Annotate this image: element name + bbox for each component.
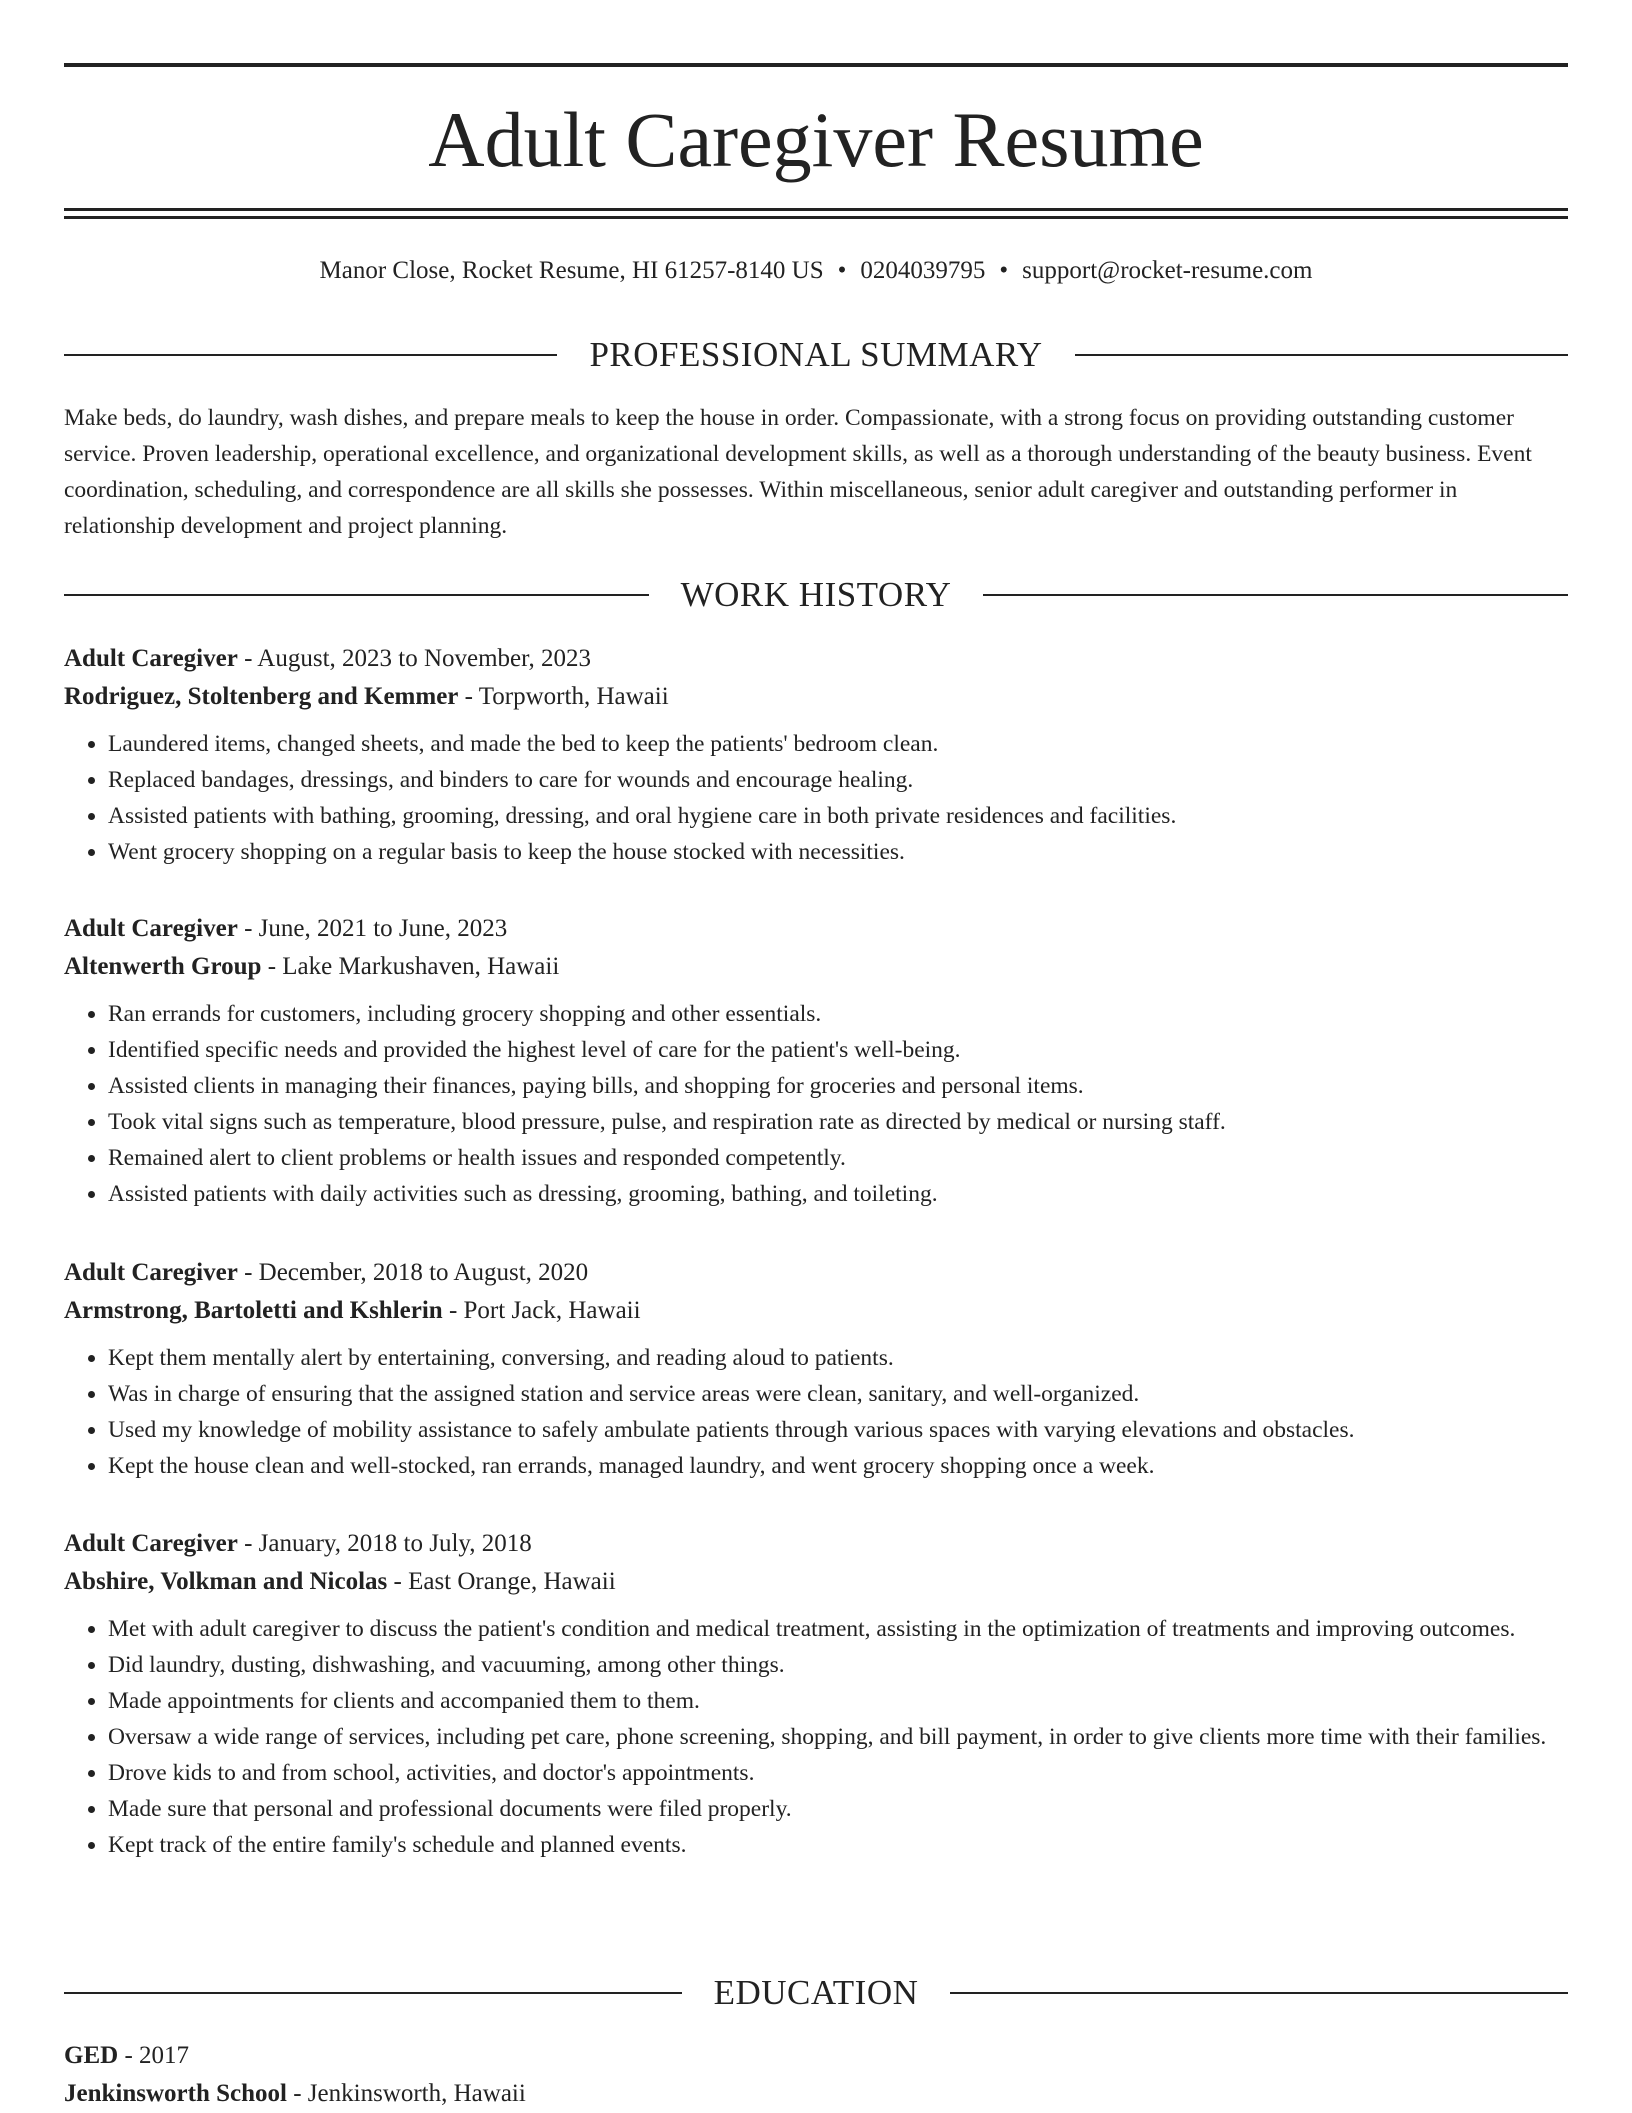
job-bullet: • Laundered items, changed sheets, and made the bed to keep the patients' bedroom clean. (108, 726, 1568, 762)
job-bullet: • Took vital signs such as temperature, blood pressure, pulse, and respiration rate as directed by medical or nursing staff. (108, 1104, 1568, 1140)
job-bullet: • Met with adult caregiver to discuss the patient's condition and medical treatment, assisting in the optimization of treatments and improving outcomes. (108, 1611, 1568, 1647)
job-bullet: • Identified specific needs and provided the highest level of care for the patient's well-being. (108, 1032, 1568, 1068)
job-company-line: Rodriguez, Stoltenberg and Kemmer - Torpworth, Hawaii (64, 683, 669, 710)
summary-text: Make beds, do laundry, wash dishes, and prepare meals to keep the house in order. Compassionate, with a strong focus on providing outstanding customer service. Proven leadership, operational excellence, and organizational development skills, as well as a thorough understanding of the beauty business. Event coordination, scheduling, and correspondence are all skills she possesses. Within miscellaneous, senior adult caregiver and outstanding performer in relationship development and project planning. (64, 405, 1532, 539)
job-bullet: • Assisted patients with daily activities such as dressing, grooming, bathing, and toileting. (108, 1176, 1568, 1212)
job-bullet: • Oversaw a wide range of services, including pet care, phone screening, shopping, and bill payment, in order to give clients more time with their families. (108, 1719, 1568, 1755)
job-dates: December, 2018 to August, 2020 (258, 1259, 589, 1286)
contact-address: Manor Close, Rocket Resume, HI 61257-8140 US (319, 257, 824, 284)
job-title-line: Adult Caregiver - August, 2023 to November, 2023 (64, 645, 591, 672)
education-school-line: Jenkinsworth School - Jenkinsworth, Hawaii (64, 2080, 526, 2107)
heading-rule-left (64, 354, 557, 356)
education-year: 2017 (139, 2042, 190, 2069)
job-bullet: • Went grocery shopping on a regular basis to keep the house stocked with necessities. (108, 834, 1568, 870)
job-dates: January, 2018 to July, 2018 (258, 1530, 532, 1557)
heading-rule-left (64, 1992, 682, 1994)
education-school: Jenkinsworth School (64, 2080, 287, 2107)
job-dates: August, 2023 to November, 2023 (257, 645, 591, 672)
job-entry (64, 640, 1568, 870)
job-title-line: Adult Caregiver - January, 2018 to July, 2018 (64, 1530, 532, 1557)
job-bullet: • Used my knowledge of mobility assistance to safely ambulate patients through various spaces with varying elevations and obstacles. (108, 1412, 1568, 1448)
job-location: Lake Markushaven, Hawaii (282, 953, 560, 980)
job-title: Adult Caregiver (64, 1530, 238, 1557)
contact-line (64, 255, 1568, 287)
job-title: Adult Caregiver (64, 645, 238, 672)
job-title: Adult Caregiver (64, 915, 238, 942)
job-bullet: • Made sure that personal and professional documents were filed properly. (108, 1791, 1568, 1827)
job-bullet: • Kept track of the entire family's schedule and planned events. (108, 1827, 1568, 1863)
job-company-line: Altenwerth Group - Lake Markushaven, Hawaii (64, 953, 560, 980)
contact-separator: • (837, 257, 847, 284)
job-bullet: • Made appointments for clients and accompanied them to them. (108, 1683, 1568, 1719)
header-bottom-rule-1 (64, 208, 1568, 211)
job-bullets (64, 996, 1568, 1212)
job-location: Port Jack, Hawaii (463, 1297, 641, 1324)
section-heading-summary (64, 333, 1568, 377)
job-bullet: • Did laundry, dusting, dishwashing, and vacuuming, among other things. (108, 1647, 1568, 1683)
job-bullets (64, 1340, 1568, 1484)
job-entry (64, 1525, 1568, 1863)
job-entry (64, 910, 1568, 1212)
job-entry (64, 1254, 1568, 1484)
job-bullet: • Kept them mentally alert by entertaining, conversing, and reading aloud to patients. (108, 1340, 1568, 1376)
section-title: WORK HISTORY (680, 575, 952, 614)
heading-rule-right (1075, 354, 1568, 356)
job-bullet: • Replaced bandages, dressings, and binders to care for wounds and encourage healing. (108, 762, 1568, 798)
heading-rule-right (983, 594, 1568, 596)
job-company-line: Abshire, Volkman and Nicolas - East Orange, Hawaii (64, 1568, 616, 1595)
job-company: Abshire, Volkman and Nicolas (64, 1568, 388, 1595)
header-top-rule (64, 63, 1568, 67)
job-bullet: • Assisted clients in managing their finances, paying bills, and shopping for groceries and personal items. (108, 1068, 1568, 1104)
job-location: Torpworth, Hawaii (478, 683, 669, 710)
job-company: Rodriguez, Stoltenberg and Kemmer (64, 683, 459, 710)
contact-phone: 0204039795 (860, 257, 986, 284)
heading-rule-left (64, 594, 649, 596)
education-location: Jenkinsworth, Hawaii (307, 2080, 526, 2107)
resume-title: Adult Caregiver Resume (428, 96, 1204, 183)
job-bullet: • Remained alert to client problems or health issues and responded competently. (108, 1140, 1568, 1176)
header-bottom-rule-2 (64, 216, 1568, 219)
job-title: Adult Caregiver (64, 1259, 238, 1286)
job-company: Altenwerth Group (64, 953, 262, 980)
job-title-line: Adult Caregiver - June, 2021 to June, 2023 (64, 915, 508, 942)
contact-email[interactable]: support@rocket-resume.com (1022, 257, 1313, 284)
job-bullets (64, 1611, 1568, 1863)
job-company: Armstrong, Bartoletti and Kshlerin (64, 1297, 443, 1324)
heading-rule-right (950, 1992, 1568, 1994)
education-degree: GED (64, 2042, 119, 2069)
section-title: EDUCATION (713, 1973, 919, 2012)
job-bullets (64, 726, 1568, 870)
job-location: East Orange, Hawaii (408, 1568, 616, 1595)
job-bullet: • Assisted patients with bathing, grooming, dressing, and oral hygiene care in both private residences and facilities. (108, 798, 1568, 834)
job-bullet: • Kept the house clean and well-stocked, ran errands, managed laundry, and went grocery shopping once a week. (108, 1448, 1568, 1484)
education-degree-line: GED - 2017 (64, 2042, 190, 2069)
job-bullet: • Was in charge of ensuring that the assigned station and service areas were clean, sanitary, and well-organized. (108, 1376, 1568, 1412)
section-heading-work-history (64, 573, 1568, 617)
education-entry (64, 2037, 1568, 2113)
job-bullet: • Ran errands for customers, including grocery shopping and other essentials. (108, 996, 1568, 1032)
contact-separator: • (999, 257, 1009, 284)
job-bullet: • Drove kids to and from school, activities, and doctor's appointments. (108, 1755, 1568, 1791)
job-dates: June, 2021 to June, 2023 (258, 915, 508, 942)
job-title-line: Adult Caregiver - December, 2018 to August, 2020 (64, 1259, 589, 1286)
job-company-line: Armstrong, Bartoletti and Kshlerin - Port Jack, Hawaii (64, 1297, 641, 1324)
section-title: PROFESSIONAL SUMMARY (589, 335, 1043, 374)
section-heading-education (64, 1971, 1568, 2015)
